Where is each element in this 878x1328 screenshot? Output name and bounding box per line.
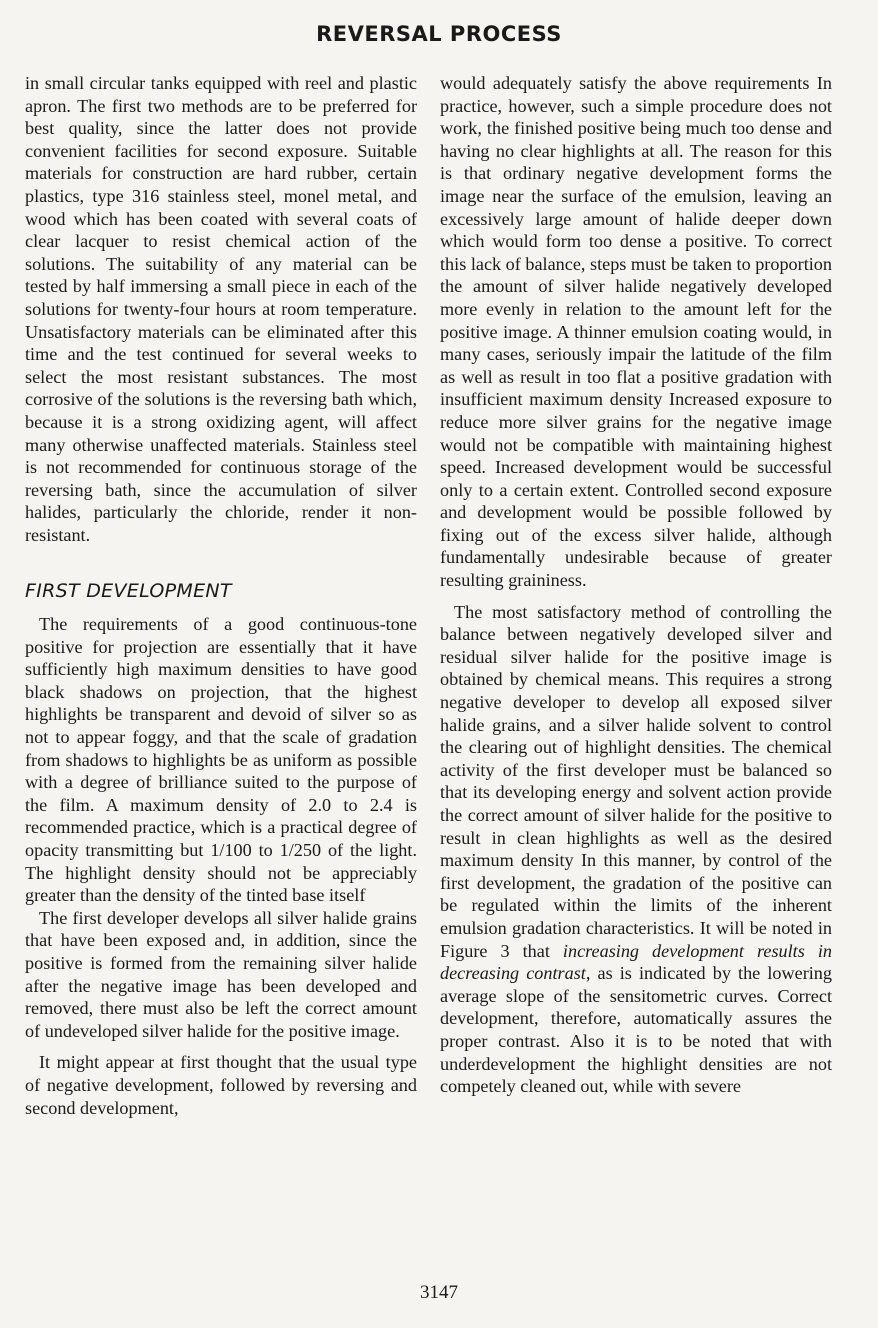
right-column xyxy=(440,72,832,1098)
emphasized-text: increasing development results in decreasing contrast xyxy=(440,940,832,984)
paragraph-requirements: The requirements of a good continuous-tone positive for projection are essentially that it have sufficiently high maximum densities to have good black shadows on projection, that the highest highlights be transparent and devoid of silver so as not to appear foggy, and that the scale of gradation from shadows to highlights be as uniform as possible with a degree of brilliance suited to the purpose of the film. A maximum density of 2.0 to 2.4 is recommended practice, which is a practical degree of opacity transmitting but 1/100 to 1/250 of the light. The highlight density should not be appreciably greater than the density of the tinted base itself xyxy=(25,614,417,906)
paragraph-text: , as is indicated by the lowering average slope of the sensitometric curves. Correct development, therefore, automatically assures the proper contrast. Also it is to be noted that with underdevelopment the highlight densities are not competely cleaned out, while with severe xyxy=(440,963,832,1097)
paragraph-intro: in small circular tanks equipped with reel and plastic apron. The first two methods are to be preferred for best quality, since the latter does not provide convenient facilities for second exposure. Suitable materials for construction are hard rubber, certain plastics, type 316 stainless steel, monel metal, and wood which has been coated with several coats of clear lacquer to resist chemical action of the solutions. The suitability of any material can be tested by half immersing a small piece in each of the solutions for twenty-four hours at room temperature. Unsatisfactory materials can be eliminated after this time and the test continued for several weeks to select the most resistant substances. The most corrosive of the solutions is the reversing bath which, because it is a strong oxidizing agent, will affect many otherwise unaffected materials. Stainless steel is not recommended for continuous storage of the reversing bath, since the accumulation of silver halides, particularly the chloride, render it non-resistant. xyxy=(25,73,417,545)
paragraph-first-developer: The first developer develops all silver halide grains that have been exposed and, in addition, since the positive is formed from the remaining silver halide after the negative image has been developed and removed, there must also be left the correct amount of undeveloped silver halide for the positive image. xyxy=(25,907,417,1041)
left-column xyxy=(25,72,417,1119)
page-number: 3147 xyxy=(420,1282,458,1303)
paragraph-text: The most satisfactory method of controlling the balance between negatively developed silver and residual silver halide for the positive image is obtained by chemical means. This requires a strong negative developer to develop all exposed silver halide grains, and a silver halide solvent to control the clearing out of highlight densities. The chemical activity of the first developer must be balanced so that its developing energy and solvent action provide the correct amount of silver halide for the positive to result in clean highlights as well as the desired maximum density In this manner, by control of the first development, the gradation of the positive can be regulated within the limits of the inherent emulsion gradation characteristics. It will be noted in Figure 3 that xyxy=(440,601,832,961)
paragraph-continued: would adequately satisfy the above requirements In practice, however, such a simple procedure does not work, the finished positive being much too dense and having no clear highlights at all. The reason for this is that ordinary negative development forms the image near the surface of the emulsion, leaving an excessively large amount of halide deeper down which would form too dense a positive. To correct this lack of balance, steps must be taken to proportion the amount of silver halide negatively developed more evenly in relation to the amount left for the positive image. A thinner emulsion coating would, in many cases, seriously impair the latitude of the film as well as result in too flat a positive gradation with insufficient maximum density Increased exposure to reduce more silver grains for the negative image would not be compatible with maintaining highest speed. Increased development would be successful only to a certain extent. Controlled second exposure and development would be possible followed by fixing out of the excess silver halide, although fundamentally undesirable because of greater resulting graininess. xyxy=(440,73,832,591)
paragraph-most-satisfactory xyxy=(440,601,832,1098)
page-title: REVERSAL PROCESS xyxy=(316,22,562,46)
section-heading: FIRST DEVELOPMENT xyxy=(25,580,232,603)
paragraph-might-appear: It might appear at first thought that the usual type of negative development, followed by reversing and second development, xyxy=(25,1052,417,1118)
